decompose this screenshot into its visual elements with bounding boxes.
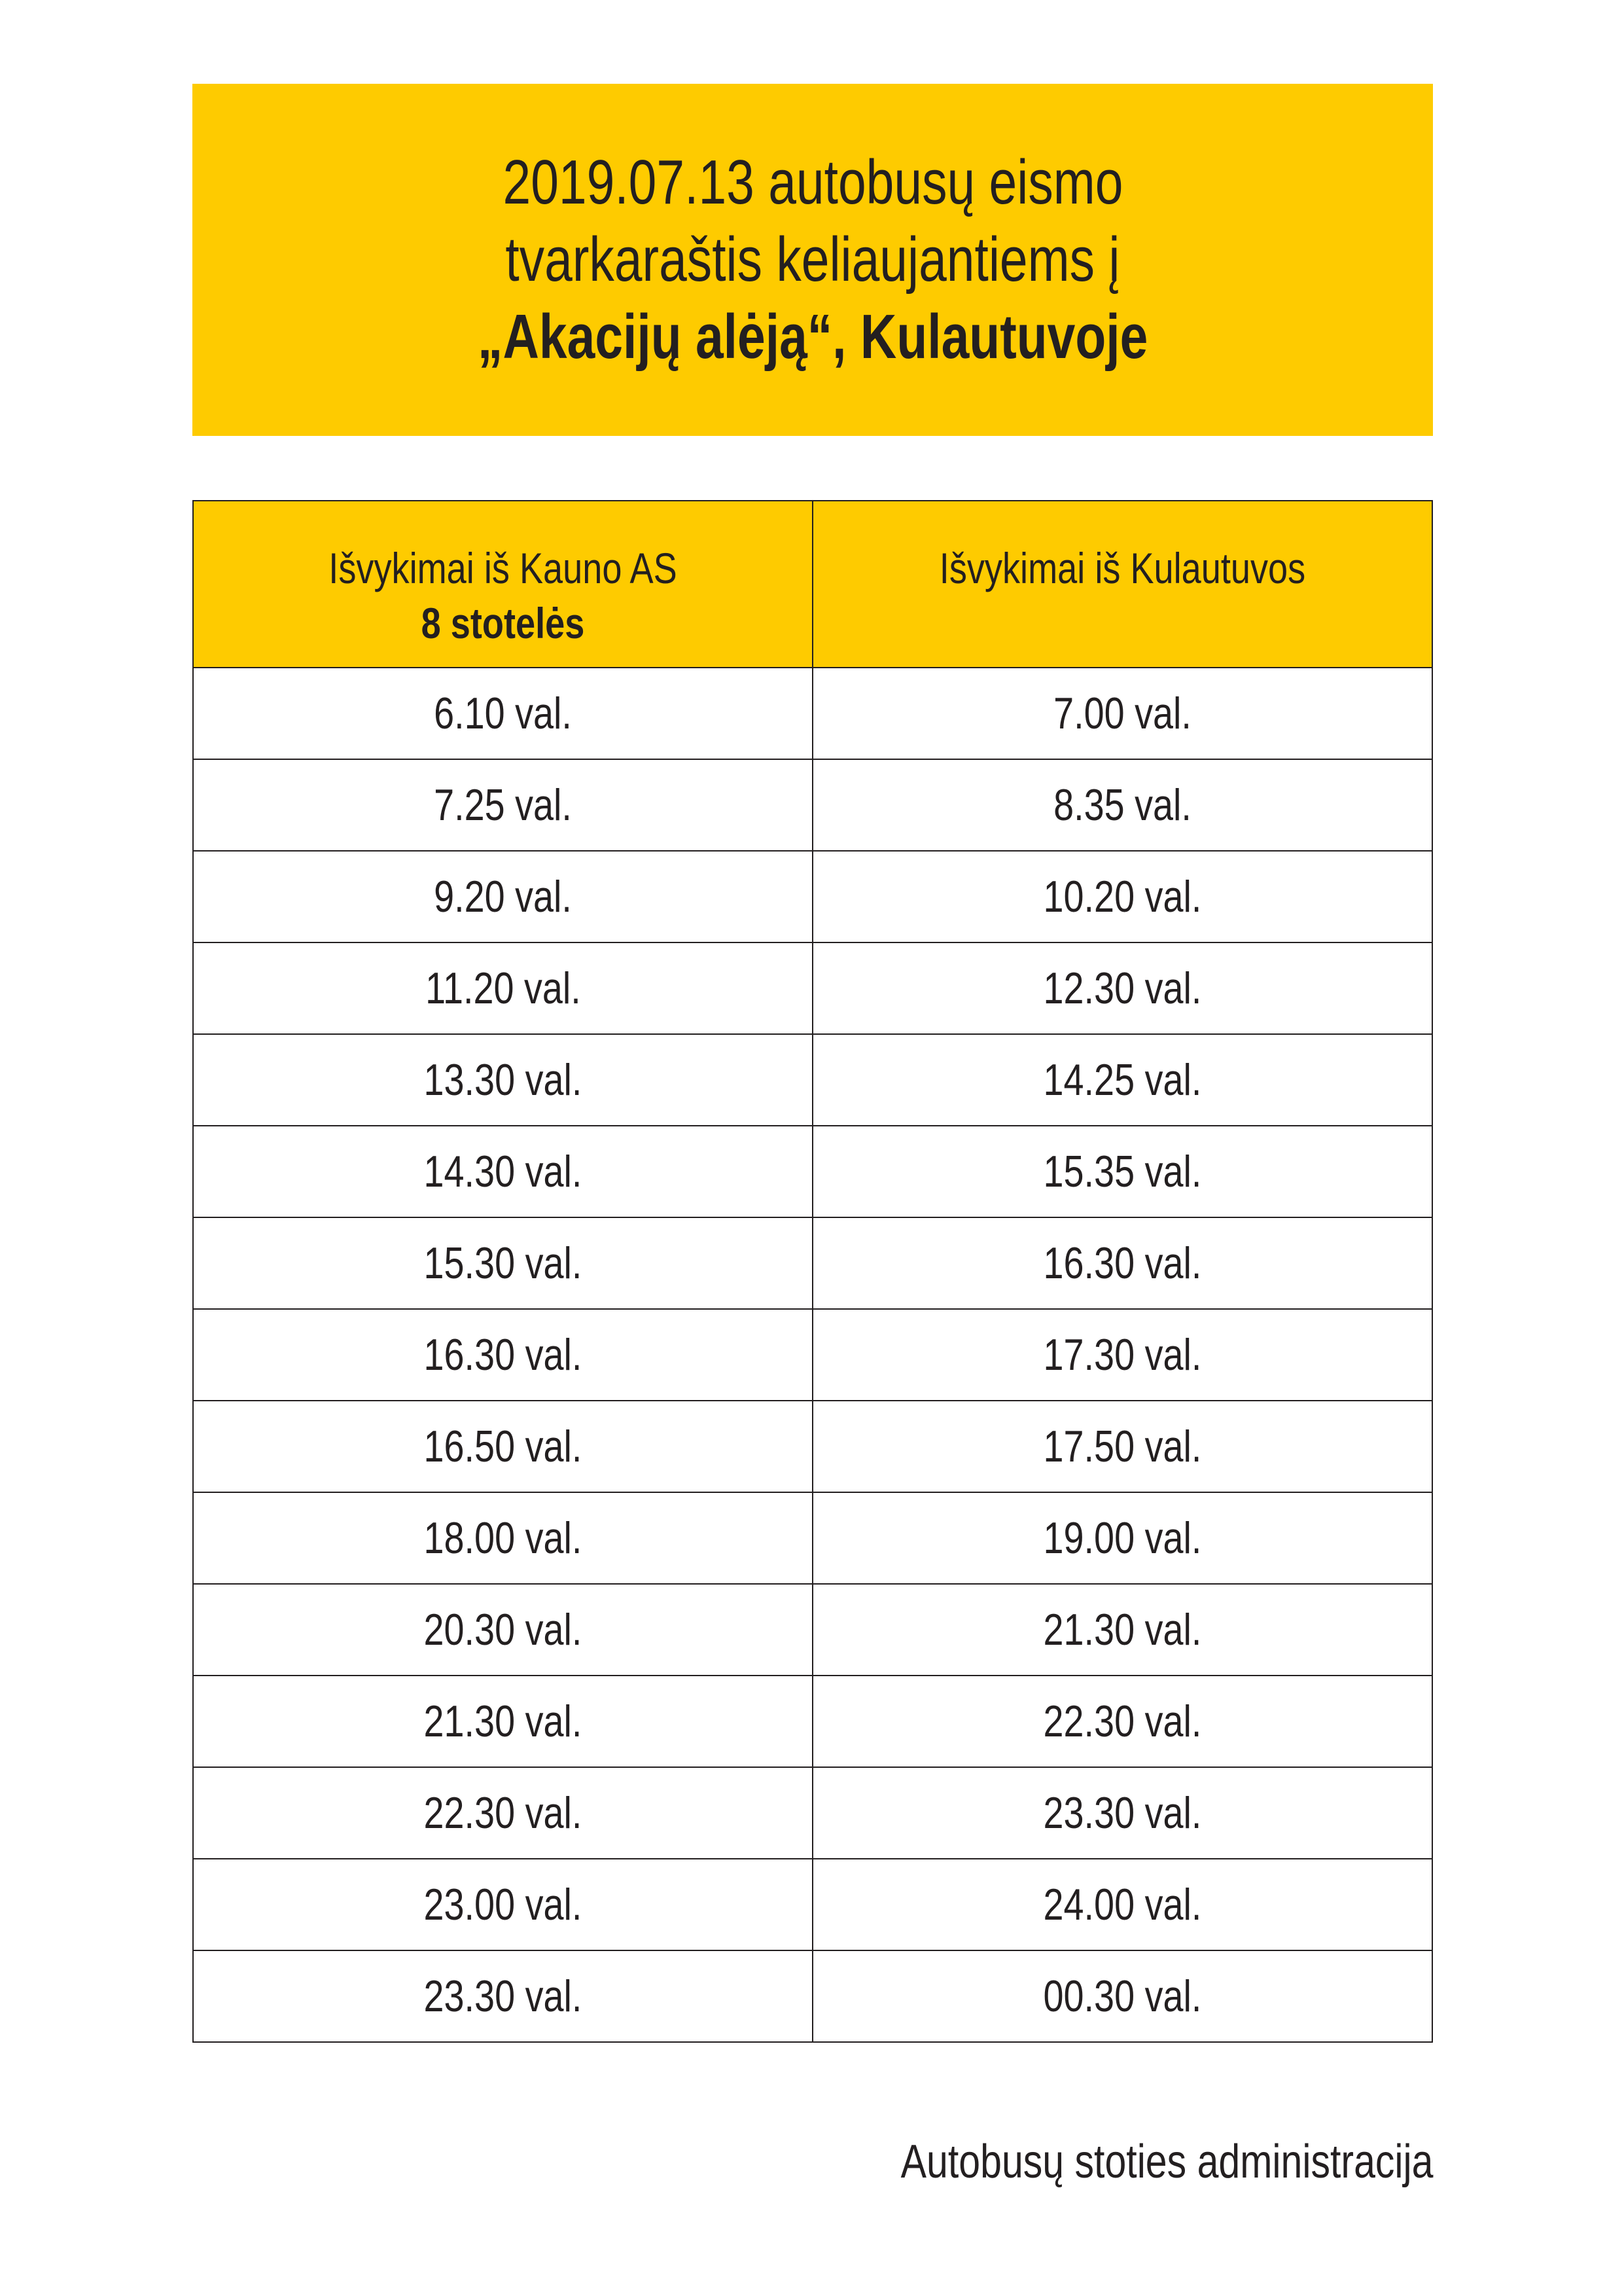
kulautuva-departure-cell [813,1859,1432,1950]
table-row [193,1126,1432,1217]
departure-time: 13.30 val. [423,1055,582,1105]
kaunas-departure-cell [193,1676,813,1767]
kulautuva-departure-cell [813,1950,1432,2042]
departure-time: 18.00 val. [423,1513,582,1563]
kaunas-departure-cell [193,1126,813,1217]
table-row [193,759,1432,851]
schedule-table [192,500,1433,2043]
table-row [193,1217,1432,1309]
table-row [193,1584,1432,1676]
kulautuva-departure-cell [813,1584,1432,1676]
departure-time: 9.20 val. [434,872,572,922]
title-banner [192,84,1433,436]
departure-time: 17.30 val. [1043,1330,1202,1380]
departure-time: 00.30 val. [1043,1971,1202,2021]
departure-time: 24.00 val. [1043,1880,1202,1929]
kulautuva-departure-cell [813,1492,1432,1584]
header-kaunas-stops: 8 stotelės [421,599,585,647]
departure-time: 17.50 val. [1043,1422,1202,1471]
departure-time: 23.30 val. [423,1971,582,2021]
table-header-row [193,501,1432,668]
kulautuva-departure-cell [813,668,1432,759]
departure-time: 8.35 val. [1053,780,1192,830]
kulautuva-departure-cell [813,1034,1432,1126]
departure-time: 20.30 val. [423,1605,582,1655]
kulautuva-departure-cell [813,1126,1432,1217]
kaunas-departure-cell [193,1217,813,1309]
footer-signature: Autobusų stoties administracija [900,2136,1433,2188]
departure-time: 14.25 val. [1043,1055,1202,1105]
table-row [193,851,1432,942]
kaunas-departure-cell [193,1950,813,2042]
kaunas-departure-cell [193,1859,813,1950]
kulautuva-departure-cell [813,1309,1432,1401]
departure-time: 15.35 val. [1043,1147,1202,1196]
departure-time: 23.00 val. [423,1880,582,1929]
table-row [193,668,1432,759]
departure-time: 15.30 val. [423,1238,582,1288]
departure-time: 12.30 val. [1043,963,1202,1013]
departure-time: 22.30 val. [423,1788,582,1838]
kulautuva-departure-cell [813,942,1432,1034]
header-kaunas-label: Išvykimai iš Kauno AS [328,544,677,592]
departure-time: 23.30 val. [1043,1788,1202,1838]
departure-time: 7.25 val. [434,780,572,830]
kulautuva-departure-cell [813,1217,1432,1309]
table-row [193,1492,1432,1584]
kaunas-departure-cell [193,851,813,942]
kulautuva-departure-cell [813,1767,1432,1859]
title-line-3: „Akacijų alėją“, Kulautuvoje [477,302,1148,372]
table-row [193,1309,1432,1401]
title-line-2: tvarkaraštis keliaujantiems į [505,224,1120,295]
kulautuva-departure-cell [813,1401,1432,1492]
departure-time: 11.20 val. [425,963,581,1013]
departure-time: 6.10 val. [434,689,572,738]
schedule-body [193,668,1432,2042]
table-row [193,942,1432,1034]
table-row [193,1676,1432,1767]
table-row [193,1401,1432,1492]
departure-time: 21.30 val. [1043,1605,1202,1655]
table-row [193,1034,1432,1126]
table-row [193,1767,1432,1859]
table-row [193,1859,1432,1950]
kaunas-departure-cell [193,759,813,851]
table-row [193,1950,1432,2042]
header-kulautuva-departures [813,501,1432,668]
departure-time: 7.00 val. [1053,689,1192,738]
departure-time: 19.00 val. [1043,1513,1202,1563]
departure-time: 22.30 val. [1043,1696,1202,1746]
kaunas-departure-cell [193,1767,813,1859]
title-line-1: 2019.07.13 autobusų eismo [503,147,1123,217]
header-kulautuva-label: Išvykimai iš Kulautuvos [939,544,1306,592]
kaunas-departure-cell [193,1492,813,1584]
kulautuva-departure-cell [813,759,1432,851]
departure-time: 14.30 val. [423,1147,582,1196]
kulautuva-departure-cell [813,1676,1432,1767]
header-kaunas-departures [193,501,813,668]
kaunas-departure-cell [193,1401,813,1492]
kaunas-departure-cell [193,1034,813,1126]
kulautuva-departure-cell [813,851,1432,942]
departure-time: 21.30 val. [423,1696,582,1746]
kaunas-departure-cell [193,668,813,759]
departure-time: 16.30 val. [423,1330,582,1380]
kaunas-departure-cell [193,942,813,1034]
departure-time: 16.50 val. [423,1422,582,1471]
kaunas-departure-cell [193,1309,813,1401]
kaunas-departure-cell [193,1584,813,1676]
departure-time: 16.30 val. [1043,1238,1202,1288]
departure-time: 10.20 val. [1043,872,1202,922]
